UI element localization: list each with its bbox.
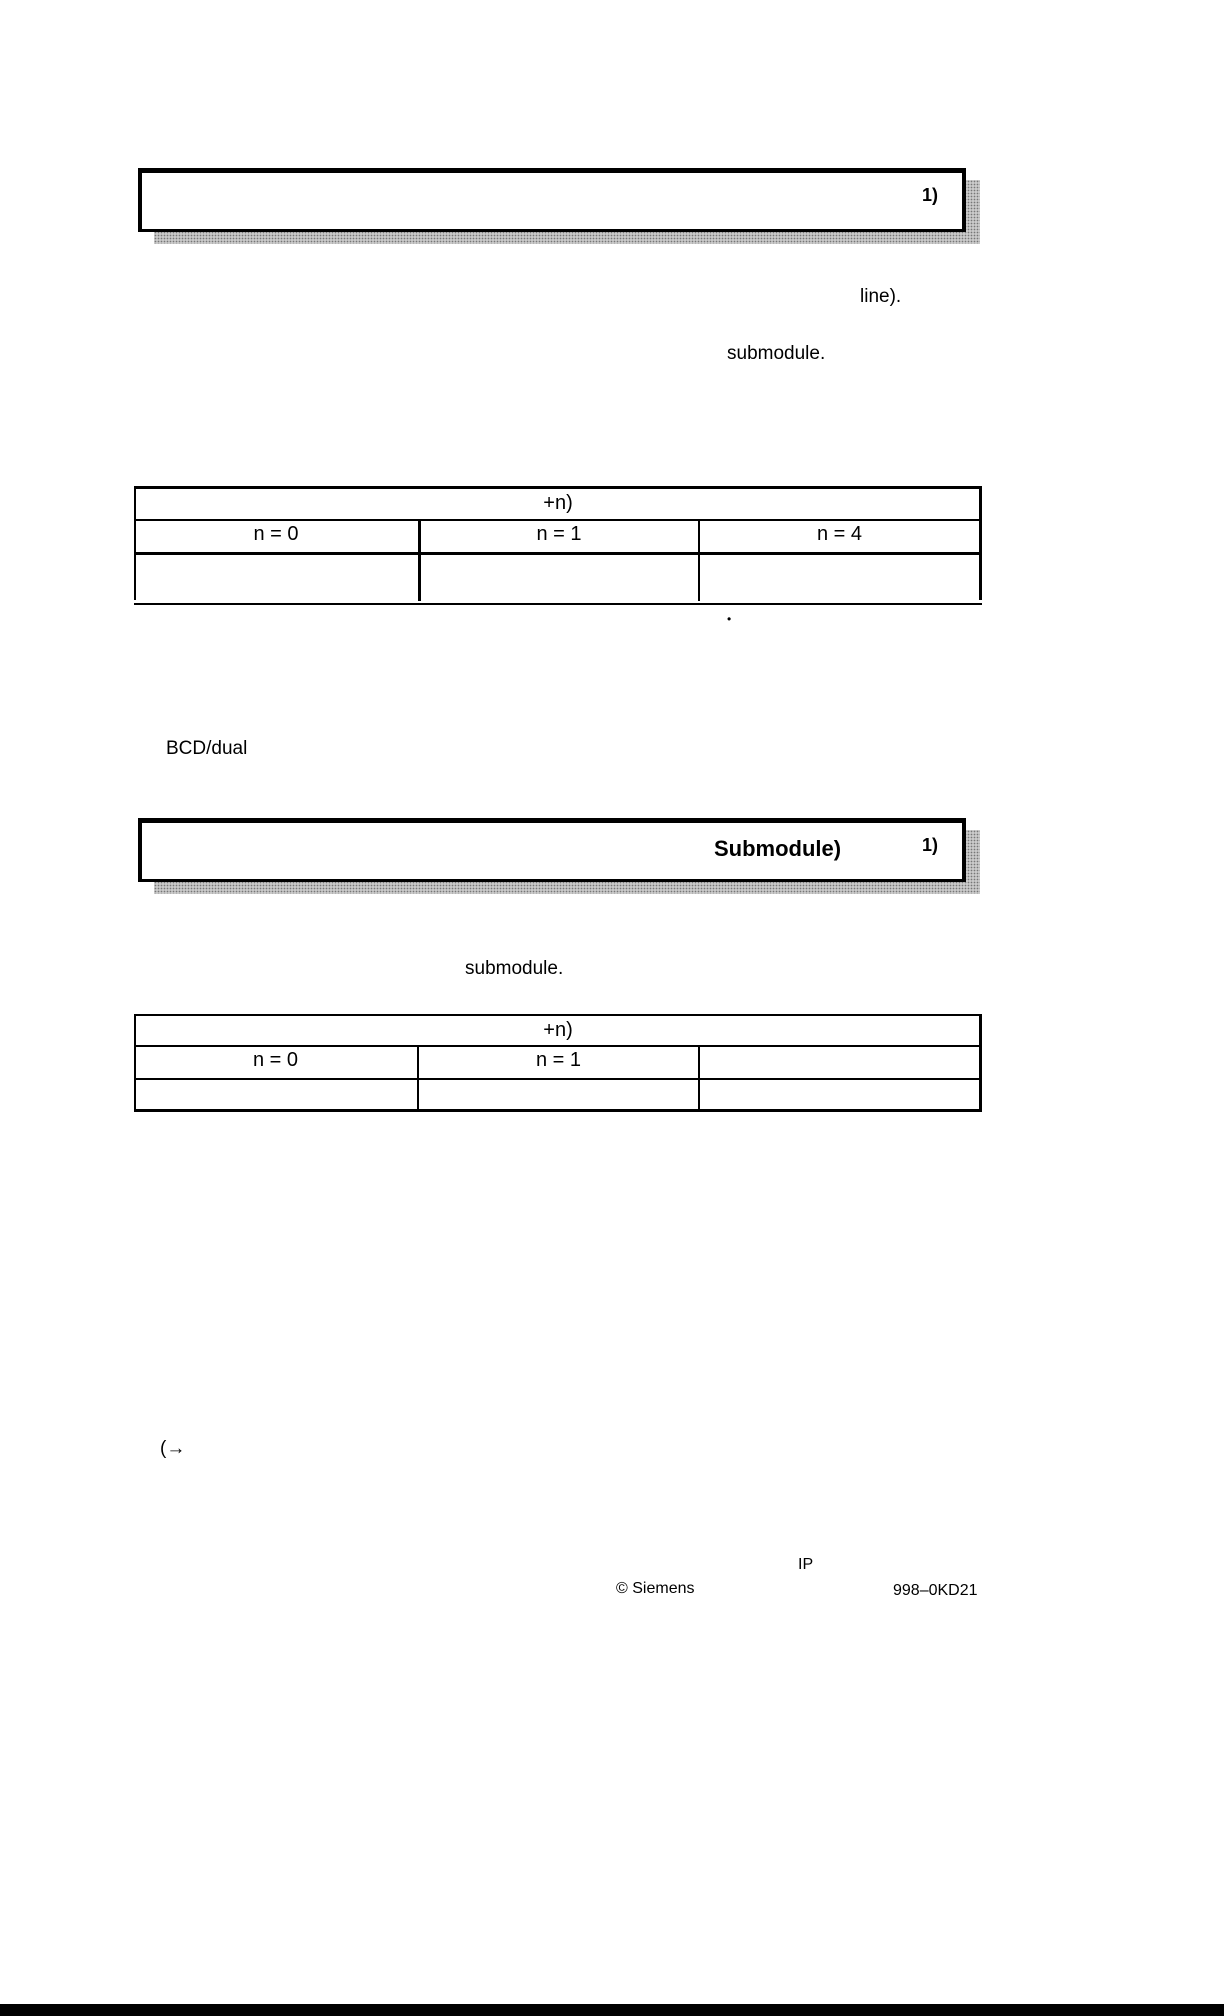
section2-table-title: +n) [543,1019,573,1041]
cross-reference: (→ [160,1438,186,1459]
section2-header [138,818,966,882]
section1-table-col-header: n = 0 [253,523,299,545]
section1-text-line: line). [860,286,902,307]
footer-copyright: © Siemens [616,1580,695,1597]
footer-ip: IP [798,1556,814,1573]
section2-text-submodule: submodule. [465,958,564,979]
section1-text-submodule: submodule. [727,343,826,364]
section2-table-col-header: n = 0 [252,1049,299,1071]
section1-text-bcd: BCD/dual [166,738,248,759]
bullet-mark: • [727,612,732,626]
section2-table [134,1014,982,1112]
section1-table [134,486,982,606]
section2-header-footnote: 1) [922,835,939,855]
bottom-bar [0,2004,1224,2016]
section2-table-col-header: n = 1 [535,1049,582,1071]
footer-order-number: 998–0KD21 [893,1582,978,1599]
section1-header-footnote: 1) [922,185,939,205]
section2-header-title: Submodule) [714,836,842,861]
section1-table-col-header: n = 1 [536,523,582,545]
section1-table-title: +n) [543,492,573,514]
section1-header [138,168,966,232]
section1-table-col-header: n = 4 [816,523,863,545]
